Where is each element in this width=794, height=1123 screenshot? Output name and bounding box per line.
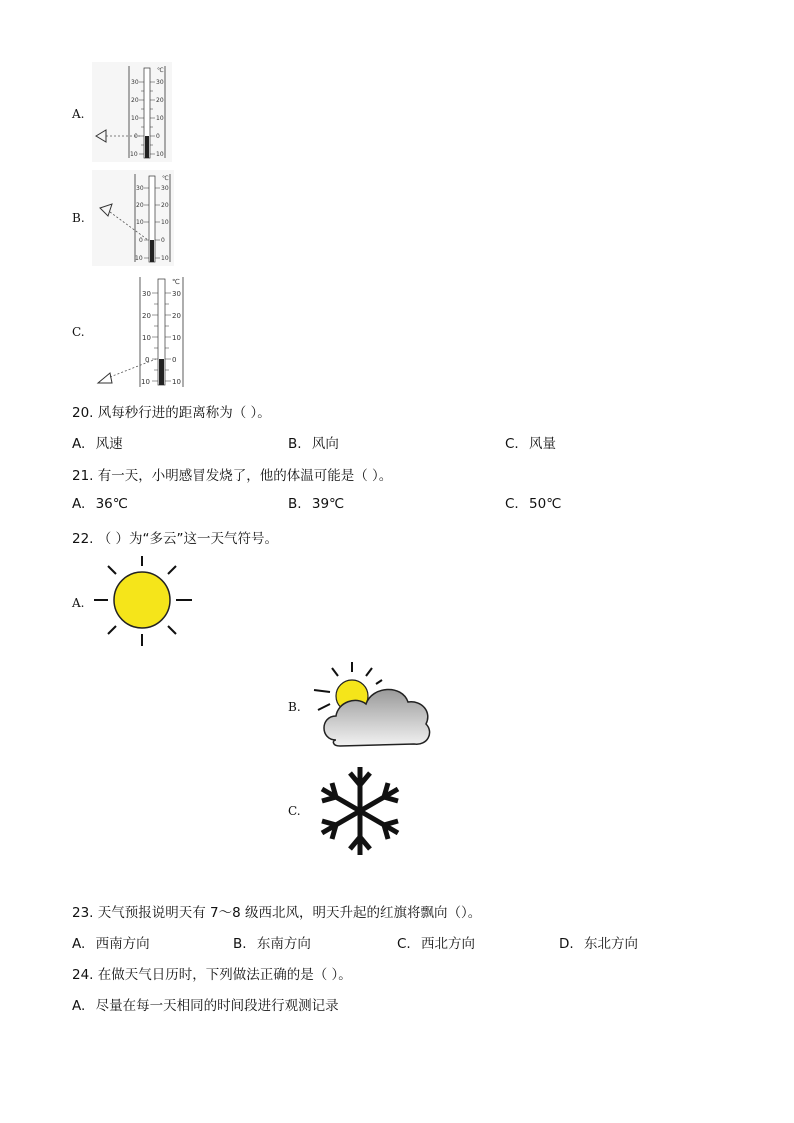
question-23: 23. 天气预报说明天有 7～8 级西北风，明天升起的红旗将飘向（）。 [72,905,482,921]
svg-text:10: 10 [172,378,181,386]
q19-option-a-image [92,62,172,162]
svg-text:10: 10 [136,219,144,226]
svg-text:10: 10 [130,151,138,158]
svg-text:0: 0 [156,133,160,140]
svg-text:30: 30 [161,185,169,192]
q19-option-b-image [92,170,174,266]
thermometer-icon [92,170,174,266]
svg-text:10: 10 [161,255,169,262]
svg-text:10: 10 [141,378,150,386]
q22-option-a-label: A. [72,596,85,610]
q19-option-c-image [92,275,188,389]
svg-text:0: 0 [161,237,165,244]
option-label: A. [72,998,86,1014]
q20-option-b[interactable] [288,432,339,452]
svg-text:30: 30 [136,185,144,192]
option-text: 风量 [529,436,557,452]
svg-text:20: 20 [156,97,164,104]
q23-option-d[interactable] [559,932,638,952]
option-text: 尽量在每一天相同的时间段进行观测记录 [95,998,339,1014]
q21-option-c[interactable] [505,496,561,512]
svg-text:20: 20 [142,312,151,320]
svg-text:10: 10 [156,115,164,122]
svg-text:30: 30 [142,290,151,298]
question-22: 22. （ ）为“多云”这一天气符号。 [72,531,279,547]
svg-text:20: 20 [136,202,144,209]
option-label: A. [72,436,86,452]
thermometer-icon [92,62,172,162]
q23-option-c[interactable] [397,932,475,952]
option-label: A. [72,496,86,512]
svg-text:20: 20 [161,202,169,209]
option-text: 39℃ [311,496,345,512]
option-label: B. [288,436,302,452]
option-label: C. [505,436,519,452]
q23-option-b[interactable] [233,932,311,952]
svg-text:10: 10 [135,255,143,262]
svg-text:℃: ℃ [172,278,180,286]
thermometer-unit: ℃ [157,67,164,74]
q19-option-b-label: B. [72,211,85,225]
svg-text:℃: ℃ [162,175,169,182]
option-label: A. [72,936,86,952]
svg-text:10: 10 [131,115,139,122]
svg-text:0: 0 [139,237,143,244]
partly-cloudy-icon[interactable] [310,658,436,754]
svg-text:10: 10 [142,334,151,342]
svg-text:0: 0 [145,356,150,364]
svg-text:10: 10 [156,151,164,158]
option-label: D. [559,936,574,952]
svg-text:20: 20 [172,312,181,320]
q19-option-c-label: C. [72,325,85,339]
thermometer-icon [92,275,188,389]
option-label: C. [505,496,519,512]
option-label: B. [288,496,302,512]
question-21: 21. 有一天，小明感冒发烧了，他的体温可能是（ ）。 [72,468,393,484]
option-label: C. [397,936,411,952]
option-text: 东北方向 [583,936,638,952]
q20-option-a[interactable] [72,432,123,452]
svg-text:30: 30 [131,79,139,86]
question-24: 24. 在做天气日历时，下列做法正确的是（ ）。 [72,967,352,983]
svg-text:30: 30 [172,290,181,298]
option-label: B. [233,936,247,952]
svg-text:0: 0 [134,133,138,140]
option-text: 西北方向 [421,936,476,952]
svg-text:10: 10 [172,334,181,342]
q19-option-a-label: A. [72,107,85,121]
q20-option-c[interactable] [505,432,556,452]
q23-option-a[interactable] [72,932,150,952]
q21-option-b[interactable] [288,496,344,512]
svg-text:10: 10 [161,219,169,226]
q22-option-c-label: C. [288,804,301,818]
svg-text:20: 20 [131,97,139,104]
option-text: 东南方向 [256,936,311,952]
option-text: 风速 [95,436,123,452]
svg-text:0: 0 [172,356,177,364]
q24-option-a[interactable] [72,994,339,1014]
q22-option-b-label: B. [288,700,301,714]
question-20: 20. 风每秒行进的距离称为（ ）。 [72,405,271,421]
svg-text:30: 30 [156,79,164,86]
option-text: 风向 [311,436,339,452]
q21-option-a[interactable] [72,496,128,512]
snowflake-icon[interactable] [312,763,408,859]
option-text: 西南方向 [95,936,150,952]
option-text: 36℃ [95,496,128,512]
sun-icon[interactable] [92,554,196,650]
option-text: 50℃ [529,496,562,512]
